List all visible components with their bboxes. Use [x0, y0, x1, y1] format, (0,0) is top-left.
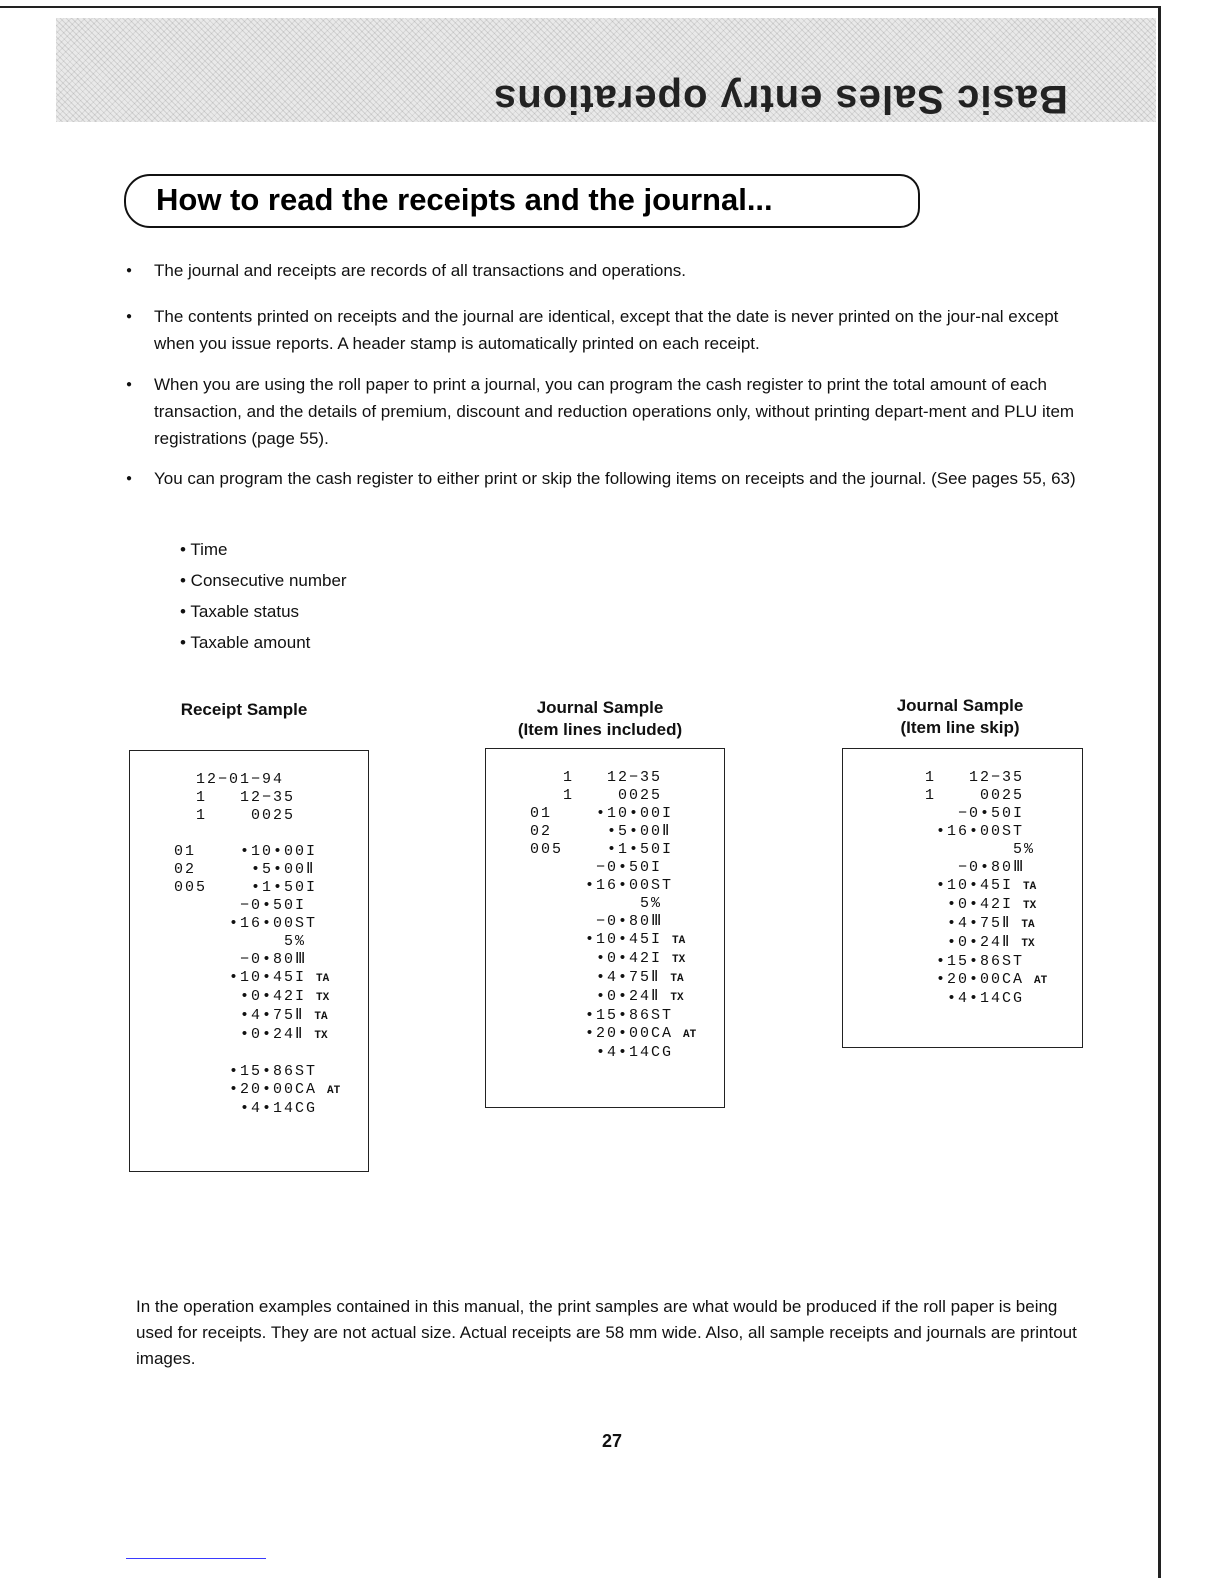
header-banner: [56, 18, 1156, 122]
print-line: [174, 897, 340, 915]
print-line: [903, 769, 1047, 787]
print-line-tax-mark: TA: [1021, 919, 1035, 931]
print-line-text: 5%: [174, 933, 307, 950]
print-line: [903, 823, 1047, 841]
print-line-text: •10•45I: [174, 969, 307, 986]
print-line-text: •16•00ST: [174, 915, 318, 932]
print-line: [530, 859, 696, 877]
print-line-tax-mark: TX: [316, 992, 330, 1004]
right-rule: [1158, 6, 1161, 1578]
item-time: • Time: [180, 540, 228, 559]
item-taxable-status: • Taxable status: [180, 602, 300, 621]
receipt-sample-box: [129, 750, 369, 1172]
print-line-text: 5%: [903, 841, 1036, 858]
print-line: [530, 805, 696, 823]
print-line-text: 005 •1•50I: [530, 841, 674, 858]
print-line-text: 02 •5•00Ⅱ: [530, 823, 672, 840]
print-line: [174, 807, 340, 825]
print-line: [903, 990, 1047, 1008]
journal-skip-sample-box: [842, 748, 1083, 1048]
print-line: [174, 825, 340, 843]
print-line: [903, 859, 1047, 877]
print-line-text: •4•75Ⅱ: [174, 1007, 305, 1024]
print-line: [174, 933, 340, 951]
bullet-2: ● The contents printed on receipts and the journal are identical, except that the date is never printed on the jour-nal except when you issue reports. A header stamp is automatically printed on each receipt.: [154, 303, 1084, 357]
banner-title: Basic Sales entry operations: [493, 77, 1068, 121]
print-line-text: •16•00ST: [530, 877, 674, 894]
print-line-text: 01 •10•00I: [174, 843, 318, 860]
print-line-text: •15•86ST: [530, 1007, 674, 1024]
print-line: [530, 787, 696, 805]
print-line: [903, 953, 1047, 971]
print-line: [903, 934, 1047, 953]
print-line-text: 1 12−35: [174, 789, 296, 806]
print-line-tax-mark: AT: [683, 1029, 697, 1041]
print-line: [174, 861, 340, 879]
print-line: [174, 789, 340, 807]
print-line: [174, 988, 340, 1007]
print-line: [530, 988, 696, 1007]
print-line-text: •16•00ST: [903, 823, 1025, 840]
print-line-text: 1 0025: [174, 807, 296, 824]
print-line: [530, 1025, 696, 1044]
page-number: 27: [601, 1431, 623, 1451]
print-line: [174, 969, 340, 988]
journal-full-sample-box: [485, 748, 725, 1108]
print-line: [174, 1026, 340, 1045]
print-line: [530, 1007, 696, 1025]
bottom-link-line: [126, 1558, 266, 1559]
print-line-tax-mark: TA: [316, 973, 330, 985]
print-line: [530, 769, 696, 787]
section-title: How to read the receipts and the journal...: [156, 182, 773, 217]
print-line-text: •0•24Ⅱ: [530, 988, 661, 1005]
print-line: [530, 841, 696, 859]
print-line: [174, 1100, 340, 1118]
print-line-text: 02 •5•00Ⅱ: [174, 861, 316, 878]
print-line-text: •0•42I: [174, 988, 307, 1005]
print-line-text: •10•45I: [903, 877, 1014, 894]
print-line-text: •20•00CA: [174, 1081, 318, 1098]
print-line-text: −0•50I: [530, 859, 663, 876]
bullet-3: ● When you are using the roll paper to print a journal, you can program the cash register to print the total amount of each transaction, and the details of premium, discount and reduction operations only, without printing depart-ment and PLU item registrations (page 55).: [154, 371, 1084, 452]
bullet-1: ● The journal and receipts are records of all transactions and operations.: [154, 257, 1084, 284]
print-line: [903, 915, 1047, 934]
print-line: [174, 843, 340, 861]
print-line-text: −0•80Ⅲ: [530, 913, 664, 930]
print-line-text: 12−01−94: [174, 771, 285, 788]
print-line-text: •15•86ST: [174, 1063, 318, 1080]
print-line-text: [174, 825, 185, 842]
print-line: [530, 913, 696, 931]
print-line: [530, 931, 696, 950]
print-line: [530, 877, 696, 895]
print-line-text: •0•42I: [530, 950, 663, 967]
print-line: [174, 771, 340, 789]
print-line-text: 5%: [530, 895, 663, 912]
print-line: [174, 1081, 340, 1100]
journal-skip-lines: [903, 769, 1047, 1008]
journal-full-lines: [530, 769, 696, 1062]
print-line-text: •20•00CA: [530, 1025, 674, 1042]
print-line: [174, 1007, 340, 1026]
print-line: [530, 823, 696, 841]
print-line-tax-mark: TX: [670, 992, 684, 1004]
print-line-text: −0•80Ⅲ: [174, 951, 308, 968]
print-line-text: 1 0025: [903, 787, 1025, 804]
print-line-text: 01 •10•00I: [530, 805, 674, 822]
print-line: [903, 896, 1047, 915]
print-line: [174, 951, 340, 969]
print-line-text: •4•75Ⅱ: [530, 969, 661, 986]
print-line-tax-mark: AT: [1034, 975, 1048, 987]
print-line-text: •0•42I: [903, 896, 1014, 913]
print-line-text: [174, 1045, 185, 1062]
item-taxable-amount: • Taxable amount: [180, 633, 311, 652]
print-line: [903, 971, 1047, 990]
print-line-text: •10•45I: [530, 931, 663, 948]
print-line-text: •20•00CA: [903, 971, 1025, 988]
journal-skip-sample-title: Journal Sample (Item line skip): [896, 696, 1024, 737]
footer-note: In the operation examples contained in this manual, the print samples are what would be produced if the roll paper is being used for receipts. They are not actual size. Actual receipts are 58 mm wide. Also, all sample receipts and journals are printout images.: [136, 1297, 1077, 1368]
print-line: [530, 969, 696, 988]
print-line-tax-mark: TA: [314, 1011, 328, 1023]
print-line: [530, 950, 696, 969]
print-line-tax-mark: AT: [327, 1085, 341, 1097]
print-line-tax-mark: TX: [672, 954, 686, 966]
print-line-text: −0•50I: [174, 897, 307, 914]
print-line: [530, 895, 696, 913]
print-line: [903, 841, 1047, 859]
print-line: [530, 1044, 696, 1062]
print-line-text: 1 0025: [530, 787, 663, 804]
print-line-tax-mark: TA: [672, 935, 686, 947]
print-line-text: •0•24Ⅱ: [903, 934, 1012, 951]
receipt-lines: [174, 771, 340, 1118]
item-consecutive-number: • Consecutive number: [180, 571, 347, 590]
print-line-text: 1 12−35: [530, 769, 663, 786]
print-line: [903, 877, 1047, 896]
print-line-text: •4•14CG: [530, 1044, 674, 1061]
print-line: [174, 879, 340, 897]
print-line-tax-mark: TX: [314, 1030, 328, 1042]
print-line: [903, 805, 1047, 823]
print-line-tax-mark: TA: [670, 973, 684, 985]
top-rule: [0, 6, 1160, 8]
print-line: [174, 915, 340, 933]
print-line: [903, 787, 1047, 805]
print-line: [174, 1045, 340, 1063]
print-line-text: •0•24Ⅱ: [174, 1026, 305, 1043]
print-line-tax-mark: TX: [1021, 938, 1035, 950]
print-line: [174, 1063, 340, 1081]
print-line-text: −0•50I: [903, 805, 1025, 822]
print-line-text: −0•80Ⅲ: [903, 859, 1026, 876]
journal-full-sample-title: Journal Sample (Item lines included): [517, 698, 683, 739]
bullet-4: ● You can program the cash register to either print or skip the following items on receipts and the journal. (See pages 55, 63): [154, 465, 1084, 492]
print-line-text: 1 12−35: [903, 769, 1025, 786]
print-line-text: 005 •1•50I: [174, 879, 318, 896]
print-line-tax-mark: TA: [1023, 881, 1037, 893]
print-line-text: •15•86ST: [903, 953, 1025, 970]
print-line-text: •4•75Ⅱ: [903, 915, 1012, 932]
print-line-text: •4•14CG: [174, 1100, 318, 1117]
print-line-text: •4•14CG: [903, 990, 1025, 1007]
print-line-tax-mark: TX: [1023, 900, 1037, 912]
receipt-sample-title: Receipt Sample: [180, 700, 308, 719]
